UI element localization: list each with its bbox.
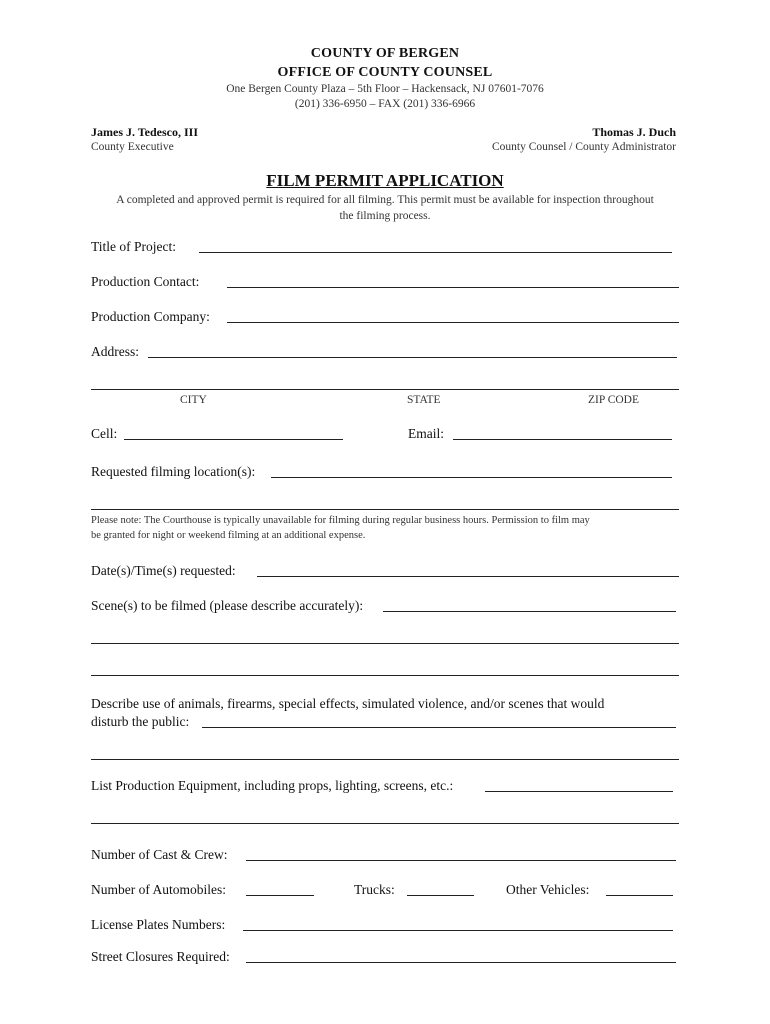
license-plates-field[interactable]: [243, 930, 673, 931]
title-of-project-label: Title of Project:: [91, 239, 177, 254]
email-label: Email:: [408, 426, 444, 441]
office-phone: (201) 336-6950 – FAX (201) 336-6966: [294, 98, 476, 110]
equipment-label: List Production Equipment, including props, lighting, screens, etc.:: [91, 778, 454, 793]
production-company-field[interactable]: [227, 322, 679, 323]
equipment-field[interactable]: [485, 791, 673, 792]
scenes-field[interactable]: [383, 611, 676, 612]
scenes-line-2-field[interactable]: [91, 643, 679, 644]
filming-locations-field[interactable]: [271, 477, 672, 478]
production-company-label: Production Company:: [91, 309, 210, 324]
trucks-field[interactable]: [407, 895, 474, 896]
automobiles-field[interactable]: [246, 895, 314, 896]
filming-locations-label: Requested filming location(s):: [91, 464, 256, 479]
email-field[interactable]: [453, 439, 672, 440]
cell-label: Cell:: [91, 426, 118, 441]
form-title: FILM PERMIT APPLICATION: [266, 171, 504, 190]
address-field[interactable]: [148, 357, 677, 358]
cell-field[interactable]: [124, 439, 343, 440]
title-of-project-field[interactable]: [199, 252, 672, 253]
other-vehicles-field[interactable]: [606, 895, 673, 896]
county-name: COUNTY OF BERGEN: [310, 46, 460, 61]
county-executive-title: County Executive: [91, 141, 174, 153]
street-closures-label: Street Closures Required:: [91, 949, 230, 964]
zip-caption: ZIP CODE: [588, 394, 640, 406]
describe-use-label-line-2: disturb the public:: [91, 714, 190, 729]
dates-times-label: Date(s)/Time(s) requested:: [91, 563, 236, 578]
address-label: Address:: [91, 344, 139, 359]
county-executive-name: James J. Tedesco, III: [91, 125, 199, 139]
county-counsel-title: County Counsel / County Administrator: [491, 141, 676, 153]
scenes-label: Scene(s) to be filmed (please describe accurately):: [91, 598, 364, 613]
address-line-2-field[interactable]: [91, 389, 679, 390]
dates-times-field[interactable]: [257, 576, 679, 577]
production-contact-field[interactable]: [227, 287, 679, 288]
office-address: One Bergen County Plaza – 5th Floor – Hackensack, NJ 07601-7076: [226, 83, 544, 95]
other-vehicles-label: Other Vehicles:: [506, 882, 590, 897]
courthouse-note-line-1: Please note: The Courthouse is typically unavailable for filming during regular business hours. Permission to film may: [91, 515, 590, 526]
street-closures-field[interactable]: [246, 962, 676, 963]
scenes-line-3-field[interactable]: [91, 675, 679, 676]
office-name: OFFICE OF COUNTY COUNSEL: [277, 65, 493, 80]
filming-locations-line-2-field[interactable]: [91, 509, 679, 510]
intro-line-2: the filming process.: [339, 210, 431, 222]
county-counsel-name: Thomas J. Duch: [592, 125, 676, 139]
state-caption: STATE: [407, 394, 441, 406]
cast-crew-field[interactable]: [246, 860, 676, 861]
trucks-label: Trucks:: [354, 882, 395, 897]
describe-use-label-line-1: Describe use of animals, firearms, special effects, simulated violence, and/or scenes that would: [91, 696, 605, 711]
license-plates-label: License Plates Numbers:: [91, 917, 226, 932]
courthouse-note-line-2: be granted for night or weekend filming at an additional expense.: [91, 530, 366, 541]
describe-use-field[interactable]: [202, 727, 676, 728]
cast-crew-label: Number of Cast & Crew:: [91, 847, 228, 862]
intro-line-1: A completed and approved permit is required for all filming. This permit must be available for inspection throughout: [116, 194, 654, 206]
city-caption: CITY: [180, 394, 207, 406]
production-contact-label: Production Contact:: [91, 274, 200, 289]
equipment-line-2-field[interactable]: [91, 823, 679, 824]
automobiles-label: Number of Automobiles:: [91, 882, 226, 897]
describe-use-line-2-field[interactable]: [91, 759, 679, 760]
